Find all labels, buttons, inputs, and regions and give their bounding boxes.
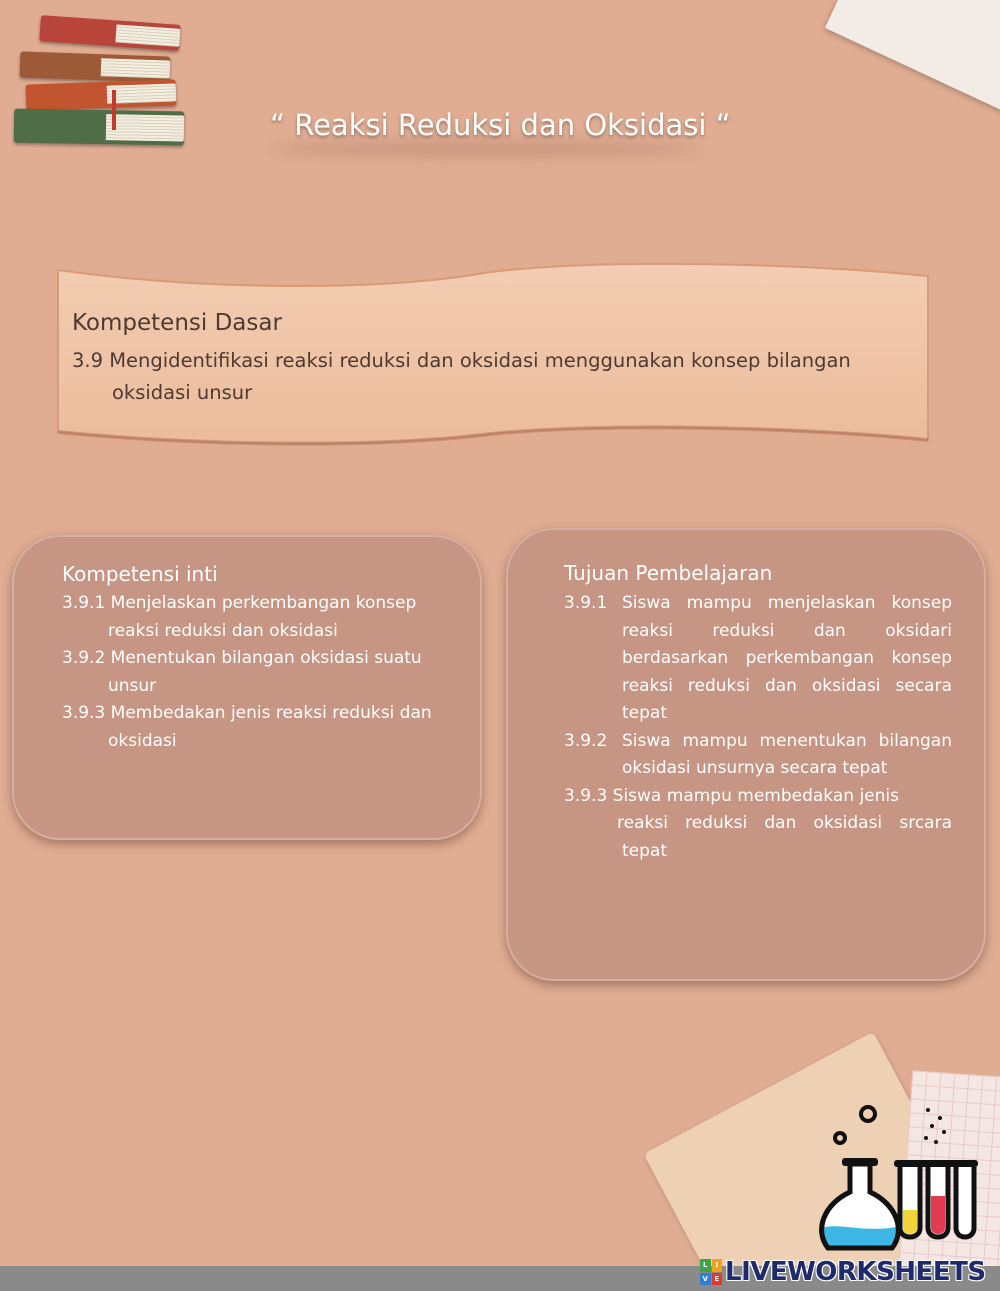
kompetensi-dasar-heading: Kompetensi Dasar (72, 310, 282, 336)
item-number: 3.9.2 (564, 730, 608, 751)
kompetensi-dasar-line: oksidasi unsur (112, 381, 253, 404)
title-shadow (270, 140, 700, 158)
list-item (564, 728, 952, 783)
kompetensi-dasar-line: 3.9 Mengidentifikasi reaksi reduksi dan oksidasi menggunakan konsep bilangan (72, 349, 851, 372)
item-line: reaksi reduksi dan oksidasi srcara (617, 813, 952, 833)
item-line: reaksi reduksi dan oksidasi secara (622, 675, 952, 696)
item-line: berdasarkan perkembangan konsep (622, 648, 952, 668)
item-line: reaksi reduksi dan oksidari (622, 620, 952, 641)
logo-letter: E (712, 1273, 723, 1286)
item-line: tepat (622, 703, 667, 723)
list-item (564, 590, 952, 728)
tujuan-pembelajaran-heading: Tujuan Pembelajaran (564, 561, 773, 585)
item-number: 3.9.1 (564, 593, 608, 613)
liveworksheets-logo-mark (700, 1259, 722, 1285)
logo-letter: L (700, 1259, 711, 1272)
lab-flask-tubes-icon (808, 1100, 978, 1260)
list-item-continued: unsur (108, 675, 157, 696)
list-item: 3.9.2 Menentukan bilangan oksidasi suatu (62, 648, 422, 668)
liveworksheets-brand-text: LIVEWORKSHEETS (725, 1257, 986, 1287)
corner-paper-decoration (825, 0, 1000, 121)
kompetensi-dasar-text (72, 345, 912, 409)
item-line: oksidasi unsurnya secara tepat (622, 758, 888, 778)
books-stack-icon (12, 18, 192, 158)
logo-letter: I (712, 1259, 723, 1272)
list-item-continued: reaksi reduksi dan oksidasi (108, 620, 338, 641)
item-line: tepat (622, 840, 667, 861)
liveworksheets-logo (700, 1255, 986, 1289)
kompetensi-inti-list (62, 590, 472, 755)
list-item: 3.9.1 Menjelaskan perkembangan konsep (62, 593, 417, 613)
item-line: Siswa mampu menentukan bilangan (622, 730, 952, 751)
page-title: “ Reaksi Reduksi dan Oksidasi “ (270, 108, 731, 142)
kompetensi-inti-heading: Kompetensi inti (62, 562, 218, 586)
list-item: 3.9.3 Siswa mampu membedakan jenis (564, 785, 899, 806)
tujuan-pembelajaran-list (564, 590, 952, 865)
list-item: 3.9.3 Membedakan jenis reaksi reduksi dan (62, 703, 432, 723)
list-item-continued: oksidasi (108, 730, 177, 751)
item-line: Siswa mampu menjelaskan konsep (622, 593, 952, 613)
logo-letter: V (700, 1273, 711, 1286)
